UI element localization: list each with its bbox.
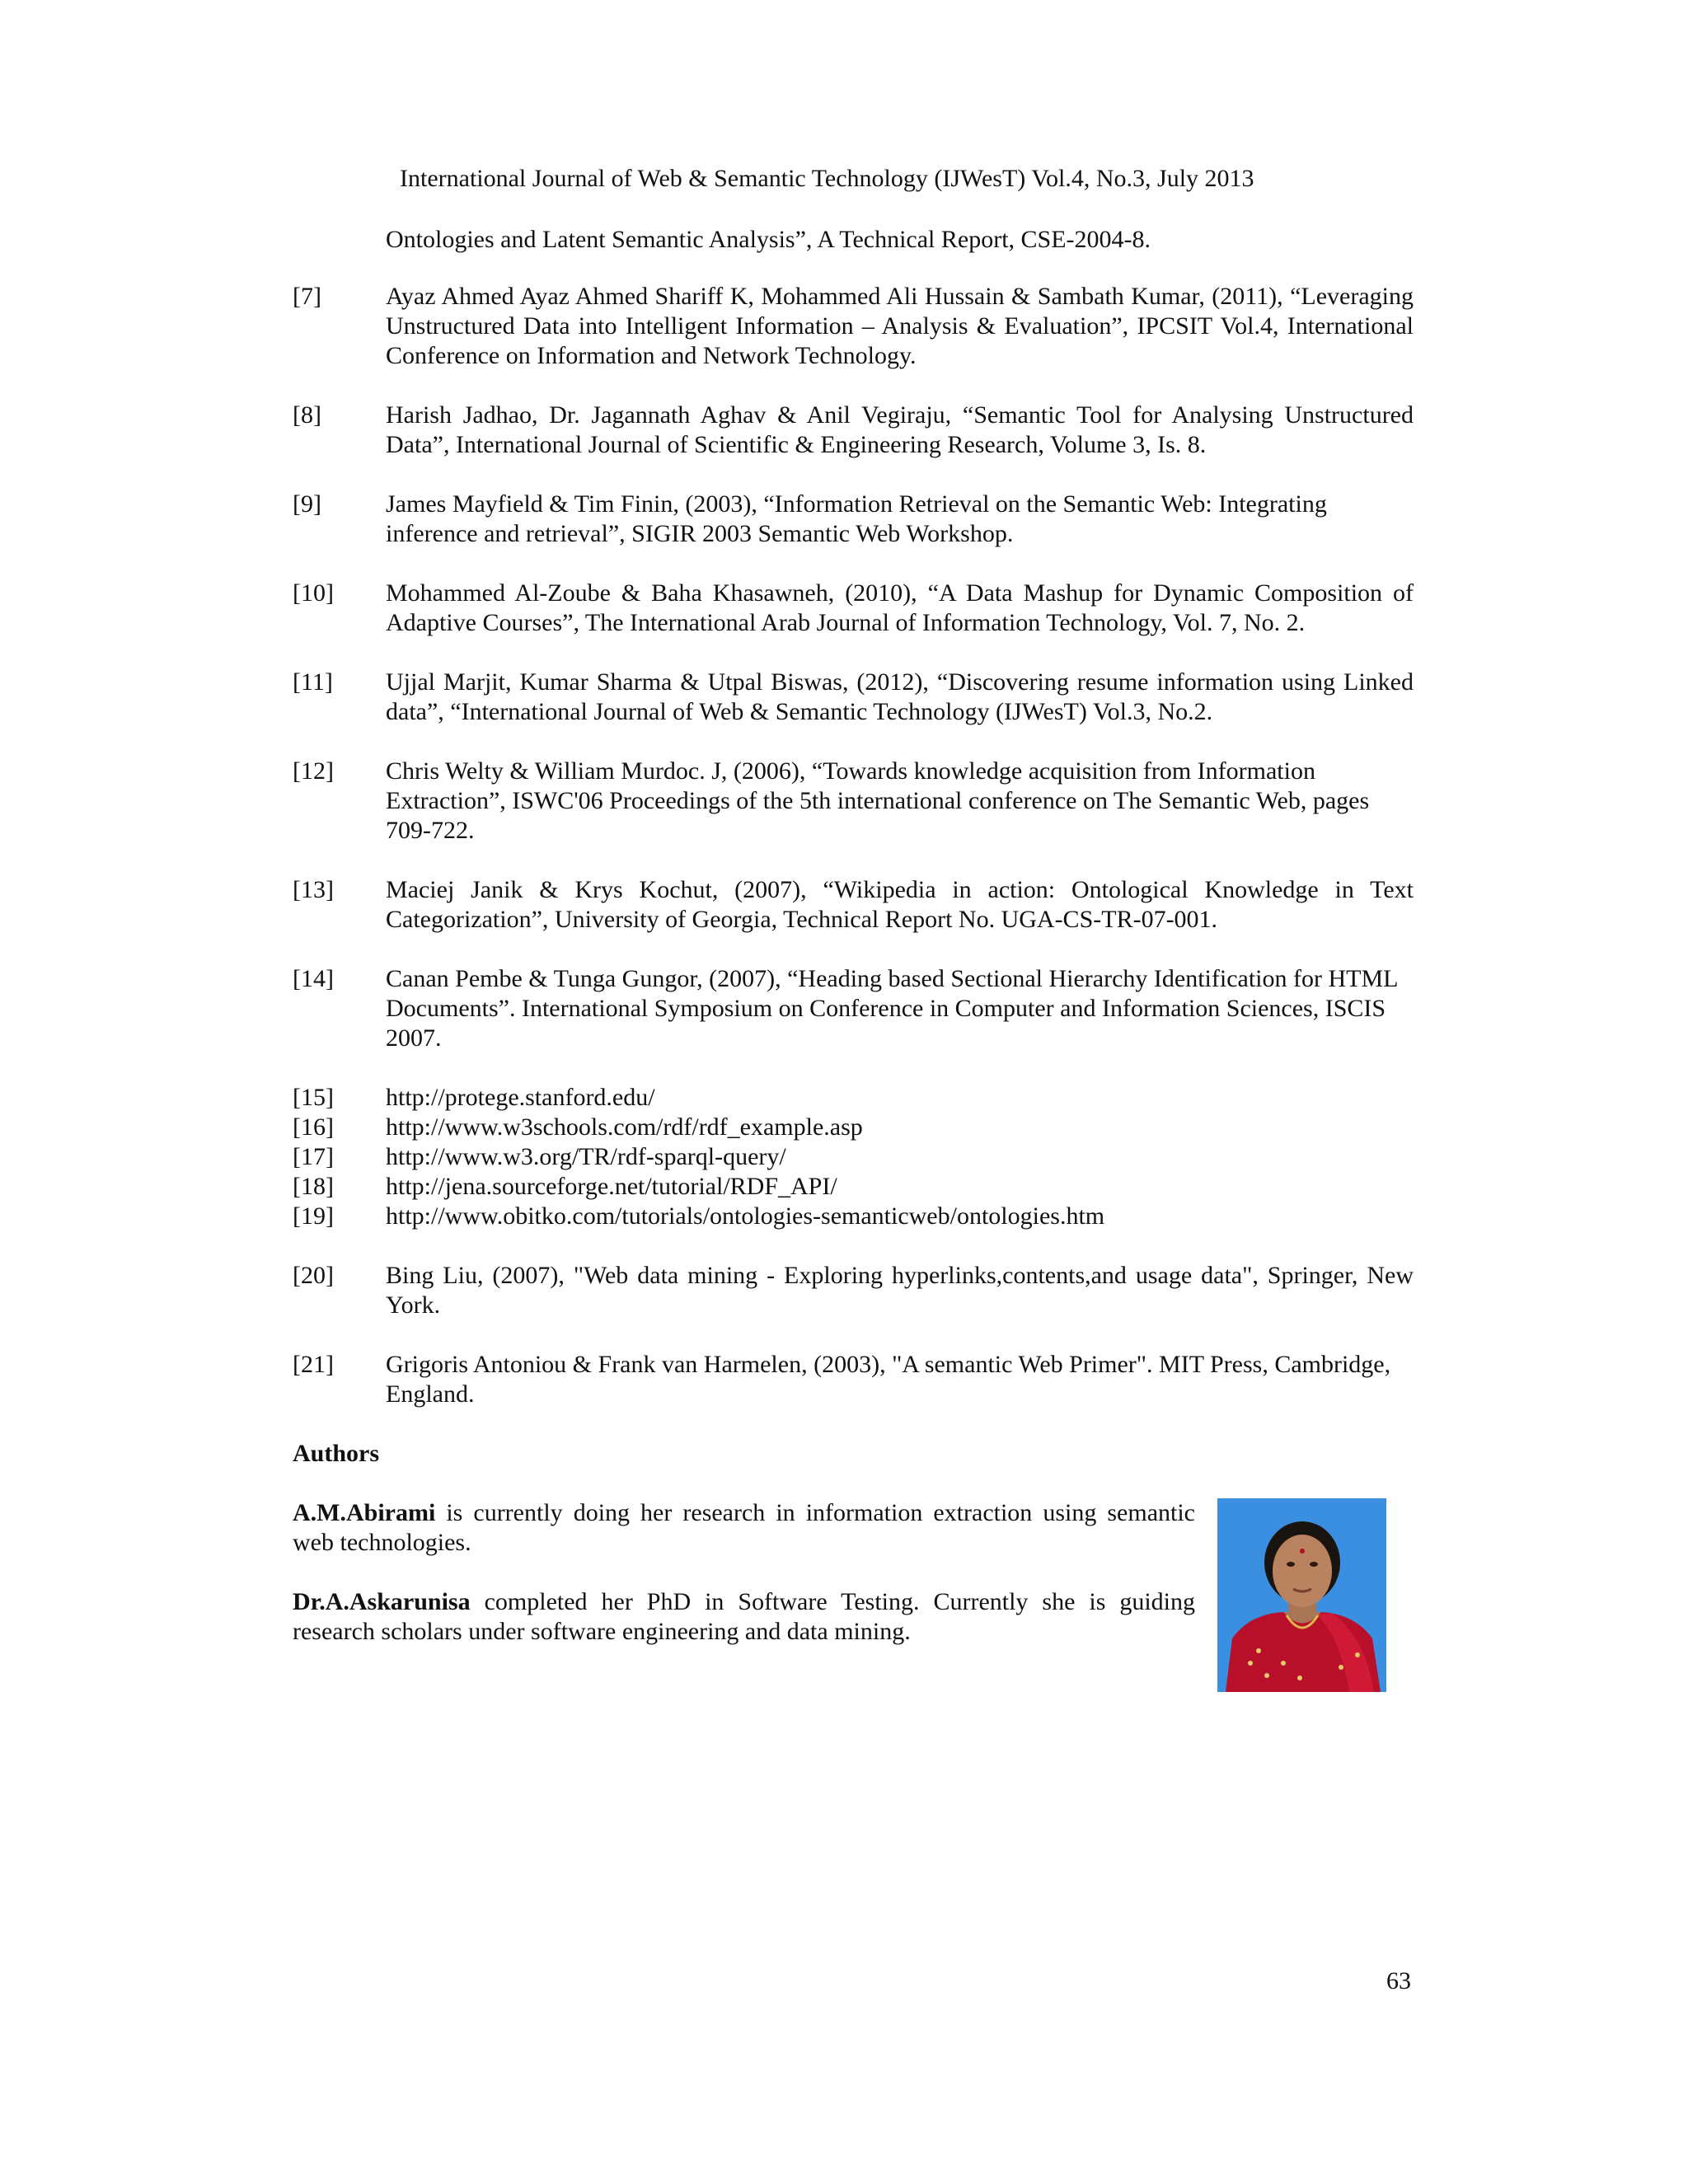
reference-item	[293, 964, 1414, 1053]
references-section	[293, 224, 1414, 1676]
reference-number: [13]	[293, 876, 334, 903]
reference-text: Chris Welty & William Murdoc. J, (2006), “Towards knowledge acquisition from Information Extraction”, ISWC'06 Proceedings of the 5th international conference on The Semantic Web, pages 709-722.	[386, 757, 1370, 844]
author-portrait-image	[1217, 1498, 1386, 1692]
reference-number: [10]	[293, 579, 334, 607]
author-name: A.M.Abirami	[293, 1499, 436, 1526]
reference-number: [17]	[293, 1143, 334, 1170]
reference-item	[293, 1172, 1414, 1202]
reference-item	[293, 1142, 1414, 1172]
reference-number: [16]	[293, 1113, 334, 1141]
reference-link: http://www.w3schools.com/rdf/rdf_example.asp	[386, 1113, 863, 1141]
reference-item	[293, 490, 1414, 549]
reference-item	[293, 1261, 1414, 1320]
author-bio-text: is currently doing her research in information extraction using semantic web technologies.	[293, 1499, 1195, 1556]
reference-link: http://protege.stanford.edu/	[386, 1084, 655, 1111]
reference-text: Ayaz Ahmed Ayaz Ahmed Shariff K, Mohammed Ali Hussain & Sambath Kumar, (2011), “Leveraging Unstructured Data into Intelligent Information – Analysis & Evaluation”, IPCSIT Vol.4, International Conference on Information and Network Technology.	[386, 283, 1414, 369]
reference-text: Grigoris Antoniou & Frank van Harmelen, (2003), "A semantic Web Primer". MIT Press, Cambridge, England.	[386, 1351, 1391, 1408]
author-photo	[1217, 1498, 1386, 1692]
authors-heading: Authors	[293, 1440, 380, 1467]
reference-number: [15]	[293, 1084, 334, 1111]
author-name: Dr.A.Askarunisa	[293, 1588, 471, 1615]
reference-item	[293, 1350, 1414, 1409]
reference-number: [14]	[293, 965, 334, 992]
page-number: 63	[1386, 1967, 1411, 1994]
reference-item	[293, 1202, 1414, 1231]
reference-text: Bing Liu, (2007), "Web data mining - Exploring hyperlinks,contents,and usage data", Springer, New York.	[386, 1262, 1414, 1319]
reference-link: http://jena.sourceforge.net/tutorial/RDF_API/	[386, 1173, 837, 1200]
reference-number: [8]	[293, 401, 321, 429]
reference-link: http://www.obitko.com/tutorials/ontologies-semanticweb/ontologies.htm	[386, 1202, 1105, 1230]
reference-link: http://www.w3.org/TR/rdf-sparql-query/	[386, 1143, 786, 1170]
reference-text: James Mayfield & Tim Finin, (2003), “Information Retrieval on the Semantic Web: Integrating inference and retrieval”, SIGIR 2003 Semantic Web Workshop.	[386, 490, 1327, 547]
reference-item	[293, 1113, 1414, 1142]
running-header: International Journal of Web & Semantic Technology (IJWesT) Vol.4, No.3, July 2013	[400, 165, 1254, 192]
reference-item	[293, 668, 1414, 727]
reference-item	[293, 875, 1414, 935]
reference-number: [9]	[293, 490, 321, 518]
reference-number: [21]	[293, 1351, 334, 1378]
reference-number: [20]	[293, 1262, 334, 1289]
reference-number: [12]	[293, 757, 334, 785]
reference-text: Canan Pembe & Tunga Gungor, (2007), “Heading based Sectional Hierarchy Identification for HTML Documents”. International Symposium on Conference in Computer and Information Sciences, ISCIS 2007.	[386, 965, 1398, 1052]
reference-number: [18]	[293, 1173, 334, 1200]
reference-text: Maciej Janik & Krys Kochut, (2007), “Wikipedia in action: Ontological Knowledge in Text Categorization”, University of Georgia, Technical Report No. UGA-CS-TR-07-001.	[386, 876, 1414, 933]
reference-item	[293, 579, 1414, 638]
reference-item	[293, 401, 1414, 460]
reference-number: [19]	[293, 1202, 334, 1230]
author-bio-text: completed her PhD in Software Testing. Currently she is guiding research scholars under software engineering and data mining.	[293, 1588, 1195, 1645]
reference-text: Harish Jadhao, Dr. Jagannath Aghav & Anil Vegiraju, “Semantic Tool for Analysing Unstructured Data”, International Journal of Scientific & Engineering Research, Volume 3, Is. 8.	[386, 401, 1414, 458]
reference-text: Ujjal Marjit, Kumar Sharma & Utpal Biswas, (2012), “Discovering resume information using Linked data”, “International Journal of Web & Semantic Technology (IJWesT) Vol.3, No.2.	[386, 668, 1414, 725]
reference-item	[293, 757, 1414, 846]
reference-continuation: Ontologies and Latent Semantic Analysis”, A Technical Report, CSE-2004-8.	[386, 226, 1151, 253]
reference-item	[293, 282, 1414, 371]
author-bio	[293, 1587, 1195, 1647]
reference-number: [11]	[293, 668, 333, 696]
reference-item	[293, 1083, 1414, 1113]
reference-text: Mohammed Al-Zoube & Baha Khasawneh, (2010), “A Data Mashup for Dynamic Composition of Adaptive Courses”, The International Arab Journal of Information Technology, Vol. 7, No. 2.	[386, 579, 1414, 636]
author-bio	[293, 1498, 1195, 1558]
authors-section	[293, 1498, 1397, 1647]
reference-number: [7]	[293, 283, 321, 310]
